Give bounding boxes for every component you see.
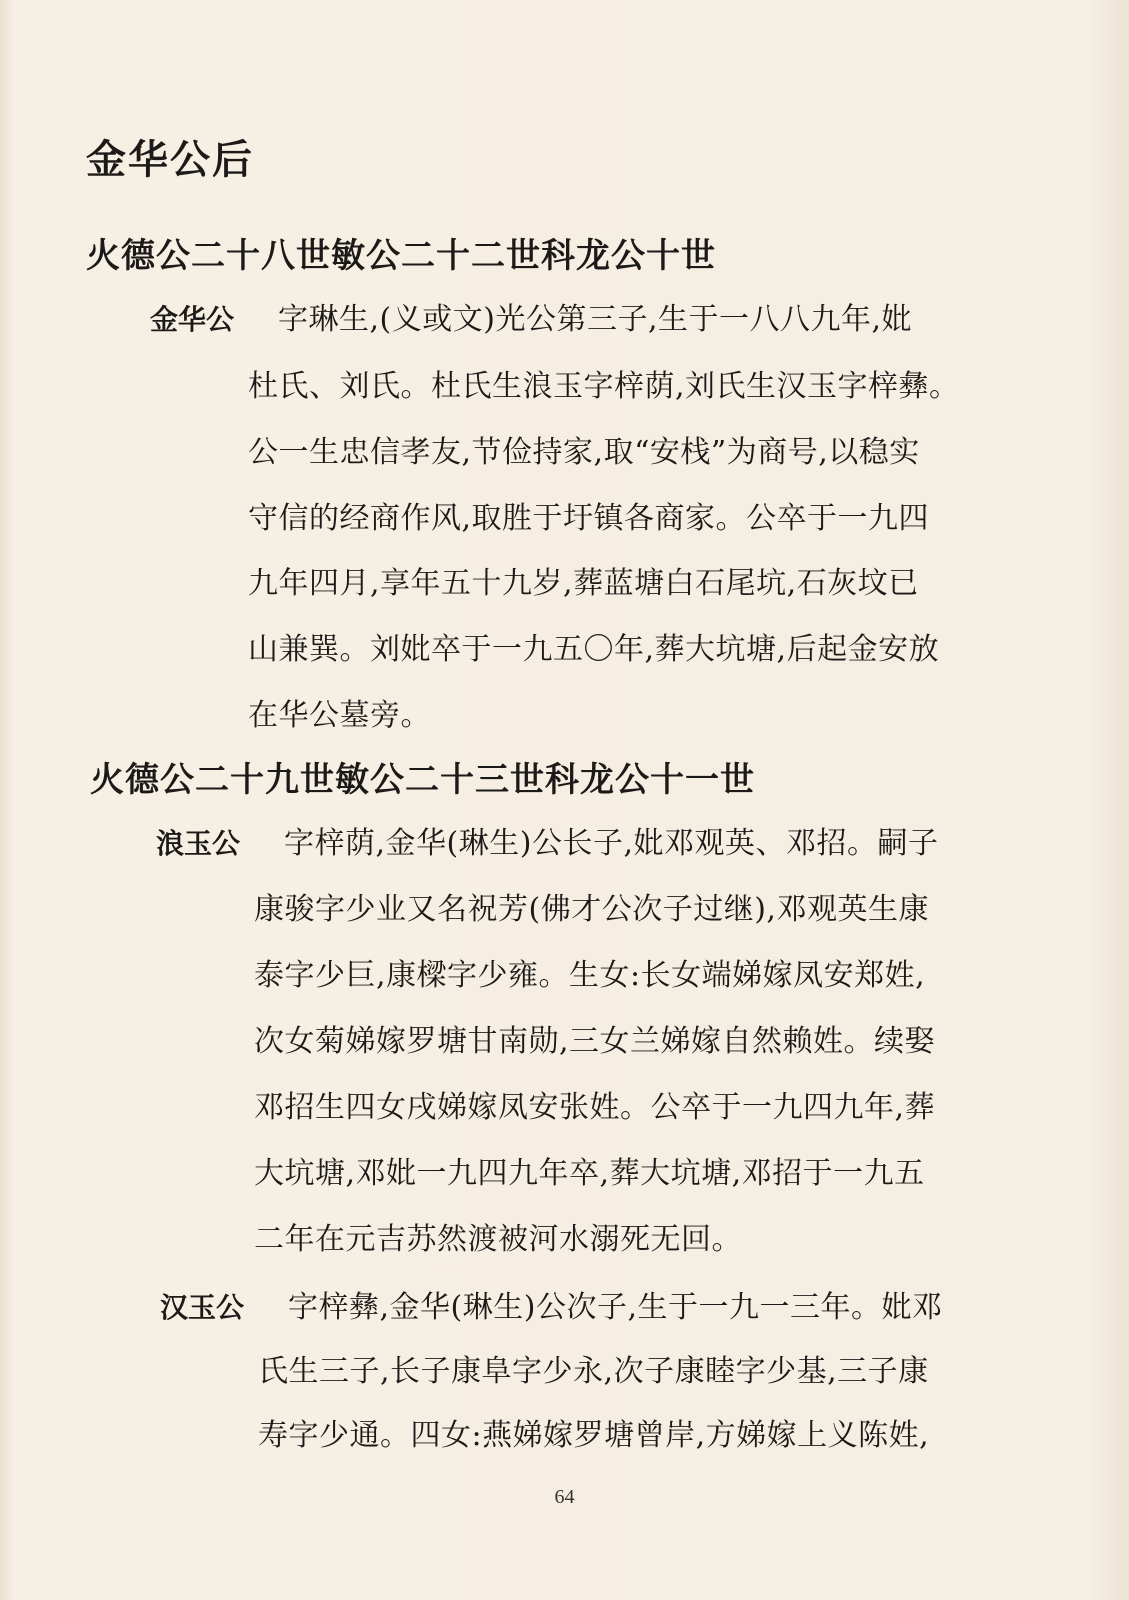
entry-name: 金华公 bbox=[150, 303, 235, 336]
entry-text-line: 字琳生,(义或文)光公第三子,生于一八八九年,妣 bbox=[278, 302, 913, 337]
page-number: 64 bbox=[554, 1486, 575, 1508]
entry-text-line: 在华公墓旁。 bbox=[248, 698, 431, 733]
entry-text-line: 次女菊娣嫁罗塘甘南勋,三女兰娣嫁自然赖姓。续娶 bbox=[254, 1024, 936, 1059]
entry-text-line: 杜氏、刘氏。杜氏生浪玉字梓荫,刘氏生汉玉字梓彝。 bbox=[248, 369, 960, 404]
entry-text-line: 字梓彝,金华(琳生)公次子,生于一九一三年。妣邓 bbox=[288, 1290, 943, 1325]
entry-name: 浪玉公 bbox=[156, 827, 241, 860]
entry-text-line: 二年在元吉苏然渡被河水溺死无回。 bbox=[254, 1222, 742, 1257]
entry-text-line: 守信的经商作风,取胜于圩镇各商家。公卒于一九四 bbox=[248, 501, 930, 536]
section-heading-1: 火德公二十八世敏公二十二世科龙公十世 bbox=[86, 236, 716, 276]
entry-text-line: 九年四月,享年五十九岁,葬蓝塘白石尾坑,石灰坟已 bbox=[248, 566, 919, 601]
entry-text-line: 泰字少巨,康樑字少雍。生女:长女端娣嫁凤安郑姓, bbox=[254, 958, 926, 993]
entry-text-line: 大坑塘,邓妣一九四九年卒,葬大坑塘,邓招于一九五 bbox=[254, 1156, 925, 1191]
entry-text-line: 公一生忠信孝友,节俭持家,取“安栈”为商号,以稳实 bbox=[248, 435, 920, 470]
entry-text-line: 邓招生四女戌娣嫁凤安张姓。公卒于一九四九年,葬 bbox=[254, 1090, 936, 1125]
page-title: 金华公后 bbox=[86, 137, 254, 183]
entry-text-line: 寿字少通。四女:燕娣嫁罗塘曾岸,方娣嫁上义陈姓, bbox=[258, 1418, 930, 1453]
entry-name: 汉玉公 bbox=[160, 1291, 245, 1324]
entry-text-line: 康骏字少业又名祝芳(佛才公次子过继),邓观英生康 bbox=[254, 892, 929, 927]
entry-text-line: 山兼巽。刘妣卒于一九五〇年,葬大坑塘,后起金安放 bbox=[248, 632, 940, 667]
section-heading-2: 火德公二十九世敏公二十三世科龙公十一世 bbox=[90, 760, 755, 800]
entry-text-line: 字梓荫,金华(琳生)公长子,妣邓观英、邓招。嗣子 bbox=[284, 826, 939, 861]
entry-text-line: 氏生三子,长子康阜字少永,次子康睦字少基,三子康 bbox=[258, 1354, 929, 1389]
